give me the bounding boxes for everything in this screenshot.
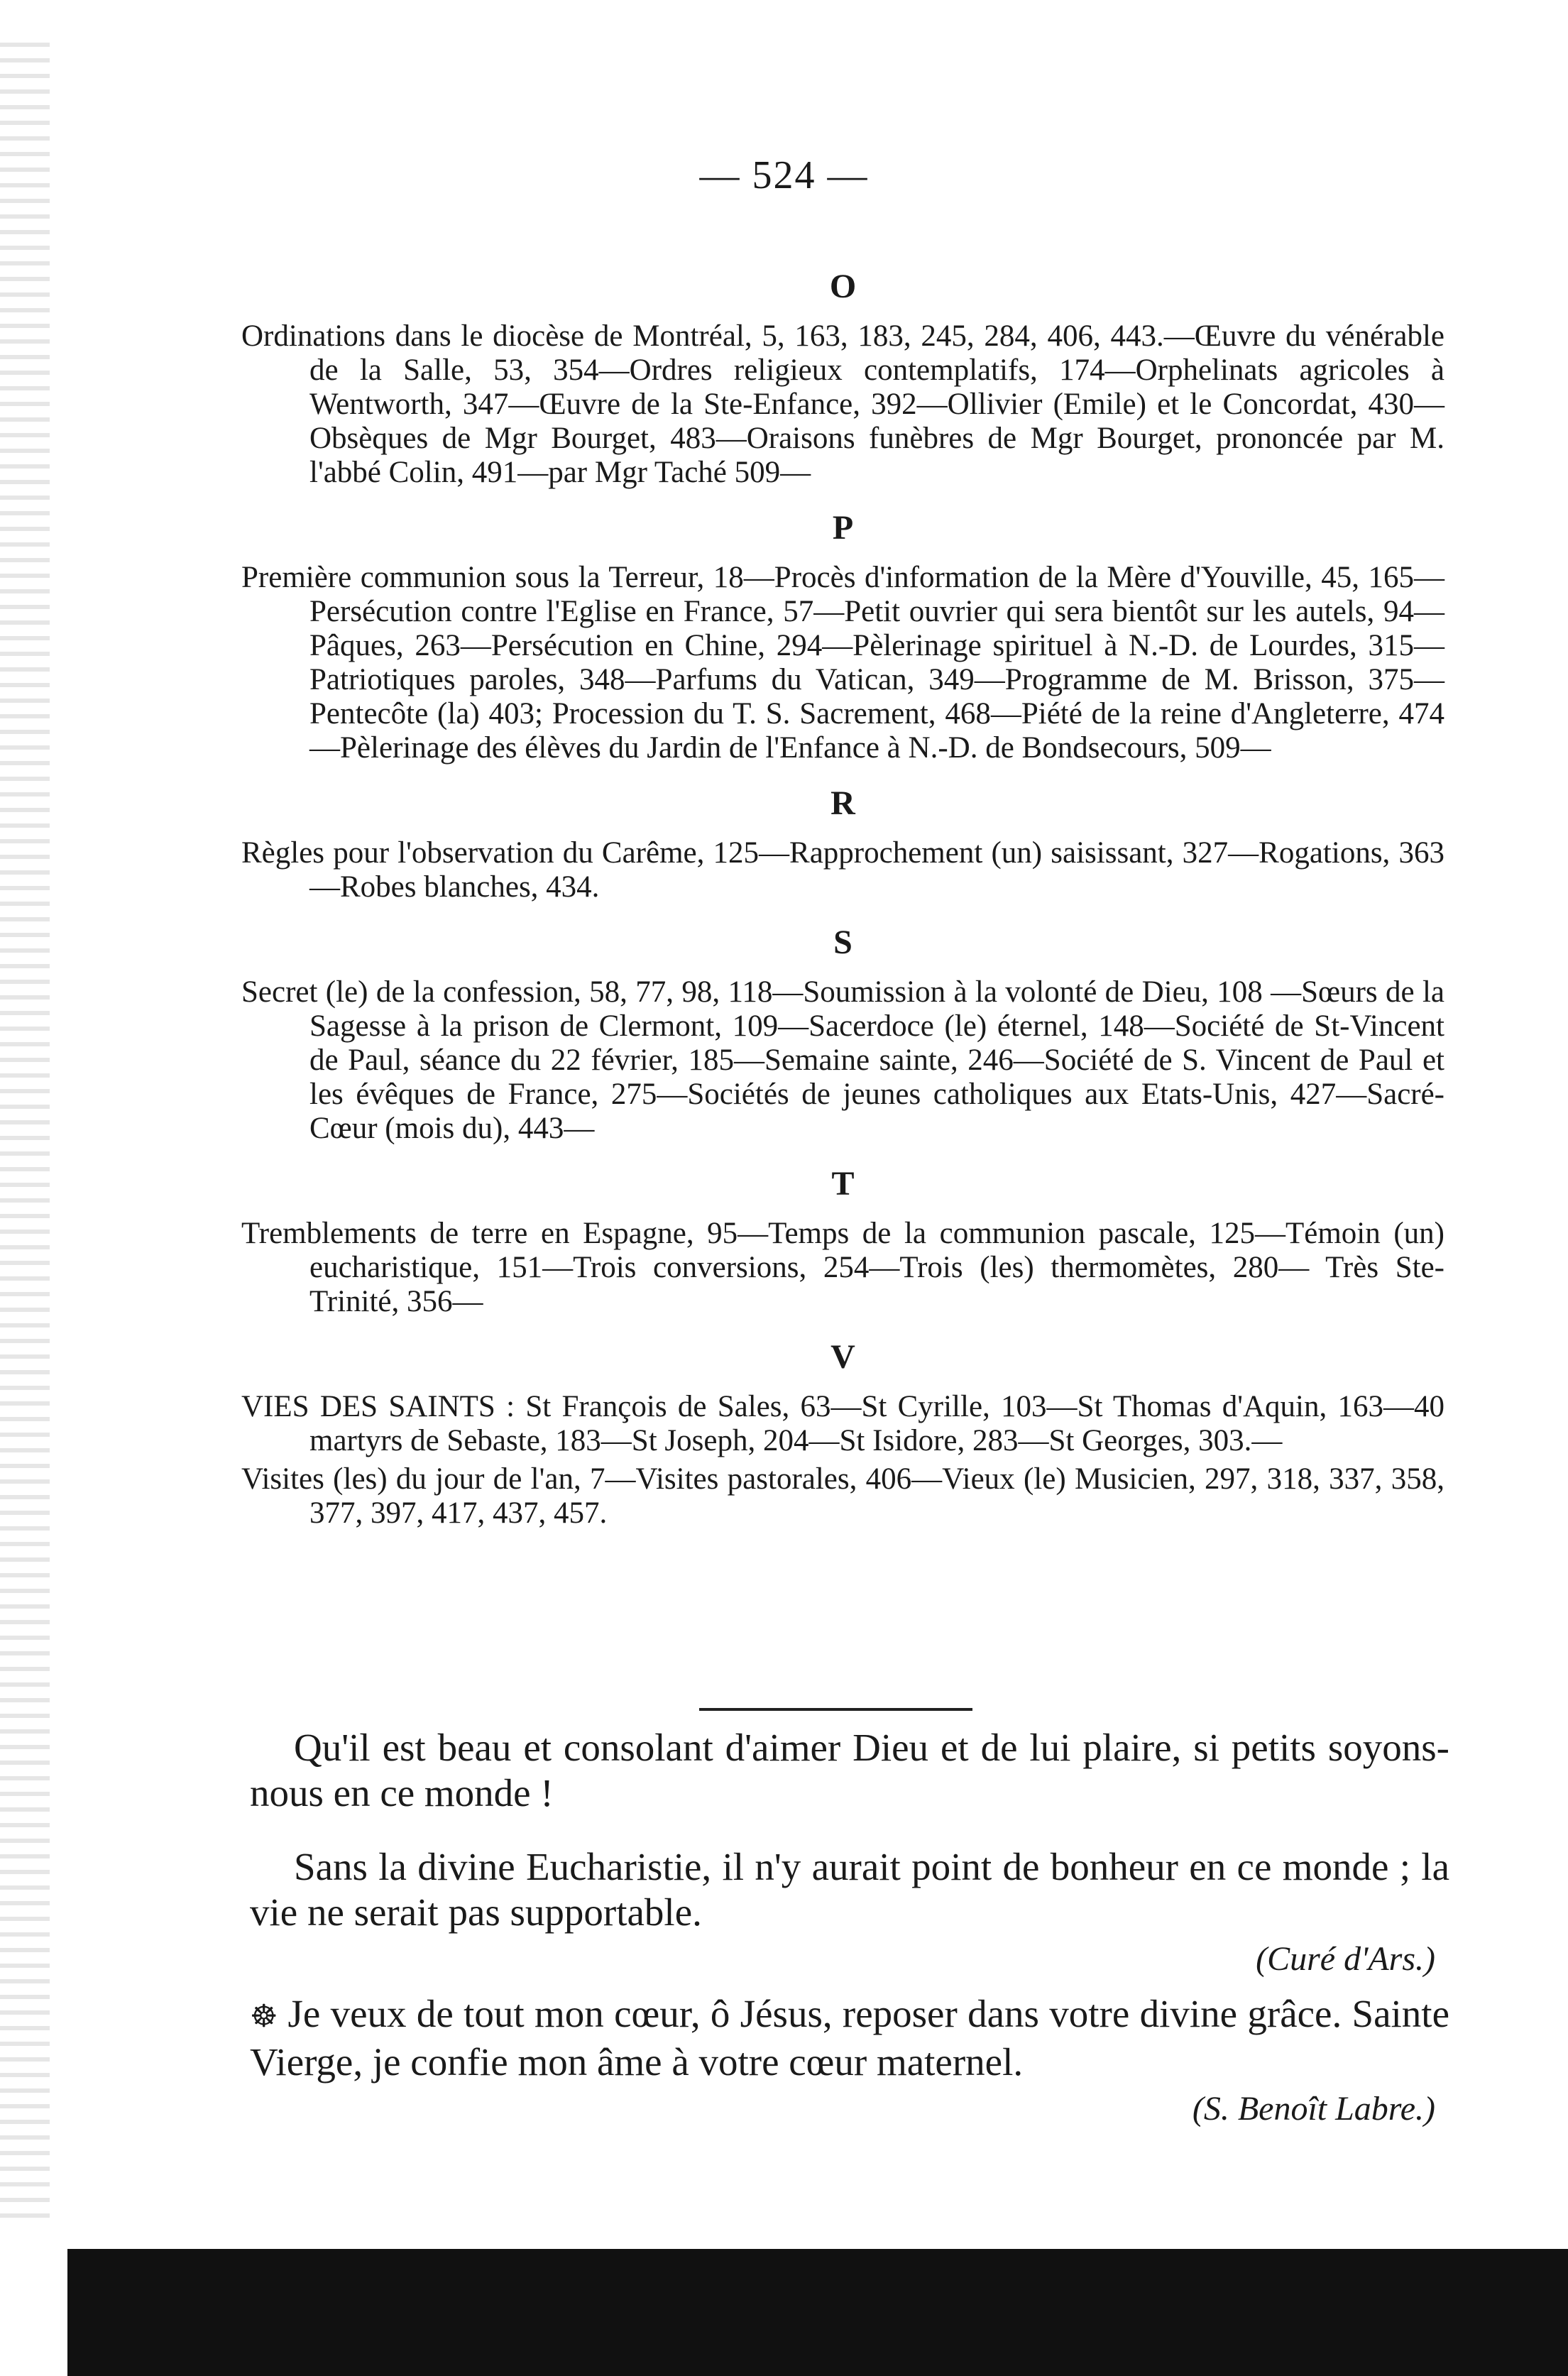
index-listing xyxy=(241,248,1444,1531)
section-letter-s: S xyxy=(833,924,852,961)
separator-rule xyxy=(699,1708,972,1711)
ornament-icon: ☸ xyxy=(250,1999,278,2034)
section-letter-t: T xyxy=(831,1165,855,1203)
scan-bottom-band xyxy=(67,2249,1568,2376)
quote-text: Qu'il est beau et consolant d'aimer Dieu et de lui plaire, si petits soyons-nous en ce monde ! xyxy=(250,1726,1449,1814)
page-number: — 524 — xyxy=(699,153,869,197)
quote-attribution: (Curé d'Ars.) xyxy=(1256,1940,1435,1978)
section-letter-r: R xyxy=(830,784,855,822)
closing-quotes xyxy=(250,1725,1449,2141)
index-entry: Visites (les) du jour de l'an, 7—Visites pastorales, 406—Vieux (le) Musicien, 297, 318, 337, 358, 377, 397, 417, 437, 457. xyxy=(241,1462,1444,1530)
index-entry: Secret (le) de la confession, 58, 77, 98, 118—Soumission à la volonté de Dieu, 108 —Sœurs de la Sagesse à la prison de Clermont, 109—Sacerdoce (le) éternel, 148—Société de St-Vincent de Paul, séance du 22 février, 185—Semaine sainte, 246—Société de S. Vincent de Paul et les évêques de France, 275—Sociétés de jeunes catholiques aux Etats-Unis, 427—Sacré-Cœur (mois du), 443— xyxy=(241,975,1444,1145)
index-entry: Première communion sous la Terreur, 18—Procès d'information de la Mère d'Youville, 45, 165—Persécution contre l'Eglise en France, 57—Petit ouvrier qui sera bientôt sur les autels, 94—Pâques, 263—Persécution en Chine, 294—Pèlerinage spirituel à N.-D. de Lourdes, 315—Patriotiques paroles, 348—Parfums du Vatican, 349—Programme de M. Brisson, 375—Pentecôte (la) 403; Procession du T. S. Sacrement, 468—Piété de la reine d'Angleterre, 474—Pèlerinage des élèves du Jardin de l'Enfance à N.-D. de Bondsecours, 509— xyxy=(241,561,1444,765)
quote-text-prayer xyxy=(250,1991,1449,2085)
section-letter-v: V xyxy=(830,1338,855,1376)
quote-attribution: (S. Benoît Labre.) xyxy=(1192,2090,1435,2128)
prayer-text: Je veux de tout mon cœur, ô Jésus, reposer dans votre divine grâce. Sainte Vierge, je confie mon âme à votre cœur maternel. xyxy=(250,1992,1449,2084)
index-entry: Ordinations dans le diocèse de Montréal, 5, 163, 183, 245, 284, 406, 443.—Œuvre du vénérable de la Salle, 53, 354—Ordres religieux contemplatifs, 174—Orphelinats agricoles à Wentworth, 347—Œuvre de la Ste-Enfance, 392—Ollivier (Emile) et le Concordat, 430—Obsèques de Mgr Bourget, 483—Oraisons funèbres de Mgr Bourget, prononcée par M. l'abbé Colin, 491—par Mgr Taché 509— xyxy=(241,319,1444,489)
scanned-page-edge xyxy=(0,43,50,2229)
index-entry: Règles pour l'observation du Carême, 125—Rapprochement (un) saisissant, 327—Rogations, 363—Robes blanches, 434. xyxy=(241,836,1444,904)
index-entry: VIES DES SAINTS : St François de Sales, 63—St Cyrille, 103—St Thomas d'Aquin, 163—40 martyrs de Sebaste, 183—St Joseph, 204—St Isidore, 283—St Georges, 303.— xyxy=(241,1390,1444,1457)
section-letter-o: O xyxy=(829,268,857,305)
section-letter-p: P xyxy=(832,509,854,547)
index-entry: Tremblements de terre en Espagne, 95—Temps de la communion pascale, 125—Témoin (un) eucharistique, 151—Trois conversions, 254—Trois (les) thermomètes, 280— Très Ste-Trinité, 356— xyxy=(241,1217,1444,1318)
quote-spacer xyxy=(250,1816,1449,1844)
quote-text: Sans la divine Eucharistie, il n'y aurait point de bonheur en ce monde ; la vie ne serait pas supportable. xyxy=(250,1845,1449,1934)
